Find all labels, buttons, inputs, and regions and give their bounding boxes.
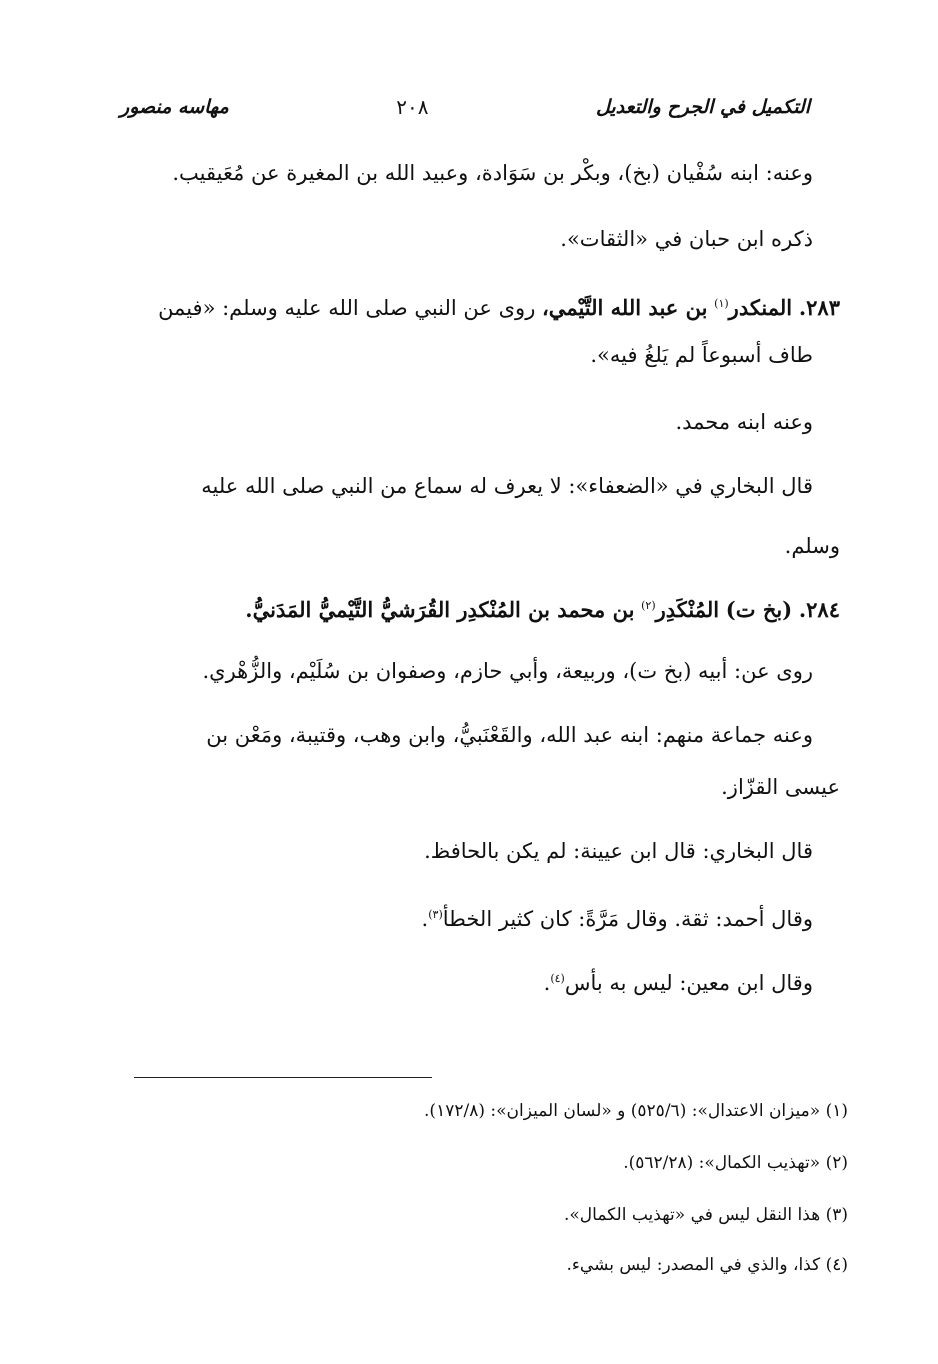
footnote-ref: (٢)	[641, 599, 656, 612]
footnote: (١) «ميزان الاعتدال»: (٥٢٥/٦) و «لسان الميزان»: (١٧٢/٨).	[424, 1101, 848, 1121]
text-line: طاف أسبوعاً لم يَلغُ فيه».	[590, 343, 813, 367]
footnote: (٤) كذا، والذي في المصدر: ليس بشيء.	[566, 1255, 848, 1275]
entry-name: المُنْكَدِر	[655, 597, 720, 622]
quote-period: .	[421, 907, 429, 931]
entry-283-heading	[158, 288, 840, 324]
text-line: وعنه: ابنه سُفْيان (بخ)، وبكْر بن سَوَادة، وعبيد الله بن المغيرة عن مُعَيقيب.	[172, 161, 813, 185]
running-header	[120, 92, 810, 122]
entry-symbol: (بخ ت)	[725, 597, 793, 622]
entry-name-rest: بن عبد الله التَّيْمي،	[542, 295, 708, 320]
footnote: (٣) هذا النقل ليس في «تهذيب الكمال».	[563, 1205, 848, 1225]
quote-text: وقال أحمد: ثقة. وقال مَرَّةً: كان كثير الخطأ	[442, 907, 813, 931]
book-title: التكميل في الجرح والتعديل	[595, 96, 810, 118]
text-line: ذكره ابن حبان في «الثقات».	[560, 227, 813, 251]
entry-number: ٢٨٤.	[798, 597, 840, 622]
entry-name-rest: بن محمد بن المُنْكدِر القُرَشيُّ التَّيْميُّ المَدَنيُّ.	[245, 597, 635, 622]
quote-period: .	[543, 971, 551, 995]
footnote: (٢) «تهذيب الكمال»: (٥٦٢/٢٨).	[623, 1153, 848, 1173]
text-line: وعنه ابنه محمد.	[675, 410, 813, 434]
text-line	[544, 964, 813, 998]
footnote-ref: (٣)	[428, 908, 443, 921]
author-name: مهاسه منصور	[120, 96, 229, 118]
page-number: ٢٠٨	[396, 95, 429, 119]
footnote-ref: (٤)	[550, 972, 565, 985]
entry-text: روى عن النبي صلى الله عليه وسلم: «فيمن	[158, 296, 536, 320]
entry-284-heading	[245, 590, 840, 626]
quote-text: وقال ابن معين: ليس به بأس	[564, 971, 813, 995]
entry-number: ٢٨٣.	[798, 295, 840, 320]
footnote-ref: (١)	[714, 297, 729, 310]
text-line: قال البخاري في «الضعفاء»: لا يعرف له سماع من النبي صلى الله عليه	[201, 474, 813, 498]
text-line	[422, 900, 813, 934]
text-line: وعنه جماعة منهم: ابنه عبد الله، والقَعْنَبيُّ، وابن وهب، وقتيبة، ومَعْن بن	[206, 723, 813, 747]
text-line: وسلم.	[784, 534, 840, 558]
text-line: عيسى القزّاز.	[721, 775, 840, 799]
text-line: قال البخاري: قال ابن عيينة: لم يكن بالحافظ.	[424, 839, 813, 863]
text-line: روى عن: أبيه (بخ ت)، وربيعة، وأبي حازم، وصفوان بن سُلَيْم، والزُّهْري.	[202, 659, 813, 683]
footnote-divider	[134, 1077, 432, 1078]
entry-name: المنكدر	[728, 295, 793, 320]
